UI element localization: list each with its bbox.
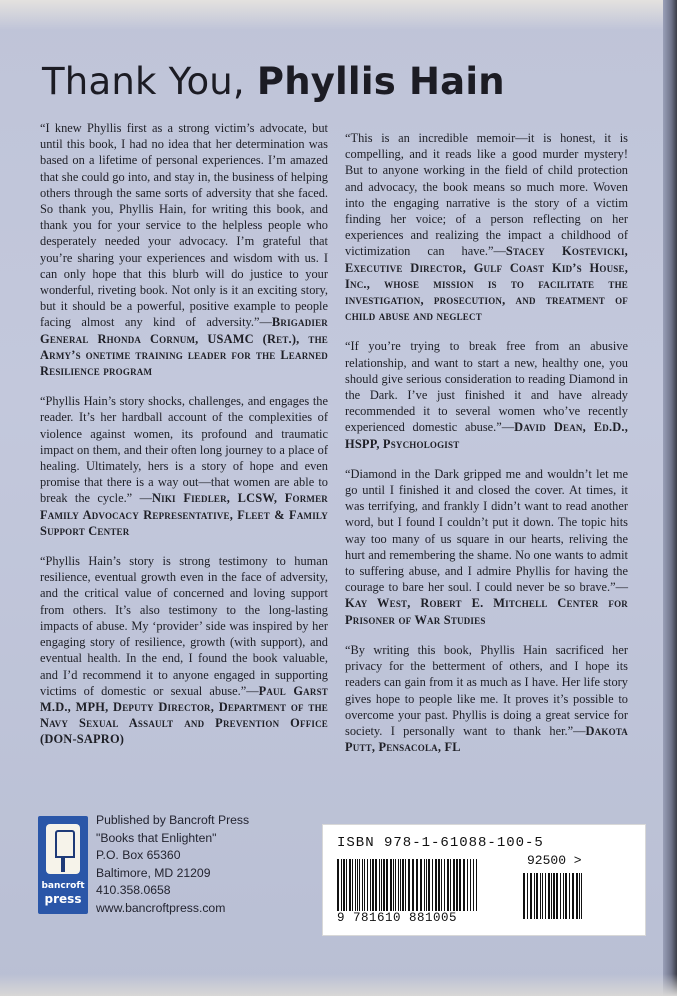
barcode-bar — [545, 873, 546, 919]
barcode-bar — [565, 873, 567, 919]
quote-text: “Phyllis Hain’s story shocks, challenges, and engages the reader. It’s her hardball account of the complexities of violence against women, its profound and traumatic impact on them, and their often long journey to a place of healing. Ultimately, hers is a story of hope and even promise that there is a way out—that women are able to break the cycle.” — — [40, 394, 328, 506]
barcode-bar — [572, 873, 574, 919]
barcode-bar — [375, 859, 377, 917]
barcode-bar — [383, 859, 385, 917]
quote-text: “If you’re trying to break free from an abusive relationship, and want to start a new, healthy one, you should give serious consideration to reading Diamond in the Dark. I’ve just finished it and have already recommended it to several women who’ve recently experienced domestic abuse.”— — [345, 339, 628, 435]
quote-attribution: Niki Fiedler, LCSW, Former Family Advocacy Representative, Fleet & Family Support Center — [40, 491, 328, 538]
barcode-bar — [428, 859, 430, 917]
blurb-quote — [40, 120, 328, 379]
price-code: 92500 > — [527, 853, 582, 868]
barcode-bar — [343, 859, 345, 917]
barcode-bar — [470, 859, 471, 917]
barcode-bar — [412, 859, 414, 917]
barcode-bar — [569, 873, 570, 919]
barcode-bar — [551, 873, 552, 919]
barcode-bar — [553, 873, 555, 919]
blurb-quote — [345, 130, 628, 324]
title-name: Phyllis Hain — [256, 60, 505, 103]
barcode-bar — [548, 873, 550, 919]
quote-text: “By writing this book, Phyllis Hain sacrificed her privacy for the betterment of others, and I hope its readers can gain from it as much as I have. Her life story gives hope to people like me. It proves it’s possible to overcome your past. Phyllis is doing a great service for society. I personally want to thank her.”— — [345, 642, 628, 738]
spine-edge — [663, 0, 677, 996]
barcode-bar — [456, 859, 458, 917]
quote-attribution: David Dean, Ed.D., HSPP, Psychologist — [345, 420, 628, 451]
publisher-block — [38, 812, 298, 922]
barcode-bar — [357, 859, 358, 917]
cover-title — [42, 60, 505, 103]
blurb-quote — [40, 393, 328, 539]
barcode-digits: 9 781610 881005 — [337, 911, 507, 925]
quote-attribution: Paul Garst M.D., MPH, Deputy Director, Department of the Navy Sexual Assault and Prevention Office (DON-SAPRO) — [40, 683, 328, 747]
barcode-bar — [527, 873, 528, 919]
publisher-line: 410.358.0658 — [96, 883, 171, 898]
quote-attribution: Dakota Putt, Pensacola, FL — [345, 723, 628, 755]
lamp-icon — [46, 824, 80, 874]
bottom-edge — [0, 974, 677, 996]
left-quotes-column — [40, 120, 328, 762]
barcode-bar — [390, 859, 392, 917]
barcode-bar — [349, 859, 351, 917]
barcode-bar — [372, 859, 374, 917]
barcode-bar — [450, 859, 451, 917]
publisher-line: Published by Bancroft Press — [96, 813, 250, 827]
quote-text: “Phyllis Hain’s story is strong testimony to human resilience, eventual growth even in the face of adversity, and the critical value of concerned and loving support from others. It’s also testimony to the long-lasting impacts of abuse. My ‘provider’ side was inspired by her engaging story of resilience, growth (with support), and eventual health. In the end, I found the book valuable, and I’d recommend it to anyone engaged in supporting victims of domestic or sexual abuse.”— — [40, 554, 328, 698]
barcode-bar — [398, 859, 399, 917]
barcode-bar — [408, 859, 410, 917]
barcode-bar — [381, 859, 382, 917]
barcode-bar — [416, 859, 418, 917]
barcode-bar — [400, 859, 401, 917]
barcode-bar — [459, 859, 461, 917]
barcode-bar — [362, 859, 363, 917]
barcode-bar — [420, 859, 422, 917]
quote-text: “This is an incredible memoir—it is honest, it is compelling, and it reads like a good murder mystery! But to anyone working in the field of child protection and advocacy, the book means so much more. Woven into the engaging narrative is the story of a victim finding her voice; of a person reflecting on her experiences and realizing the impact a childhood of victimization can have.”— — [345, 131, 628, 259]
quote-text: “I knew Phyllis first as a strong victim’s advocate, but until this book, I had no idea that her determination was based on a lifetime of personal experiences. I’m amazed that she could go into, and stay in, the business of helping others through the same sorts of adversity that she faced. So thank you, Phyllis Hain, for writing this book, and thank you for your service to the helpless people who desperately needed your advocacy. I’m grateful that you’re sharing your experiences and wisdom with us. I can only hope that this blurb will do justice to your wonderful, riveting book. Not only is it an exciting story, but it should be a powerful, positive example to people facing almost any kind of adversity.”— — [40, 121, 328, 330]
publisher-url: www.bancroftpress.com — [96, 900, 226, 915]
barcode-bar — [467, 859, 468, 917]
blurb-quote — [345, 466, 628, 628]
barcode-bar — [556, 873, 558, 919]
barcode-bar — [393, 859, 394, 917]
barcode-bar — [447, 859, 449, 917]
blurb-quote — [345, 338, 628, 451]
barcode-bar — [523, 873, 525, 919]
quote-attribution: Stacey Kostevicki, Executive Director, Gulf Coast Kid’s House, Inc., whose mission is to facilitate the investigation, prosecution, and treatment of child abuse and neglect — [345, 244, 628, 324]
bancroft-press-logo — [38, 816, 88, 914]
title-thanks: Thank You, — [42, 60, 245, 103]
logo-wordmark — [38, 880, 88, 906]
barcode-bar — [563, 873, 564, 919]
barcode-bar — [355, 859, 356, 917]
quote-attribution: Kay West, Robert E. Mitchell Center for Prisoner of War Studies — [345, 596, 628, 627]
barcode-bar — [579, 873, 580, 919]
logo-line-press: press — [44, 892, 82, 906]
blurb-quote — [40, 553, 328, 747]
isbn-barcode-box — [322, 824, 646, 936]
barcode-bar — [379, 859, 380, 917]
barcode-bar — [386, 859, 388, 917]
publisher-line: Baltimore, MD 21209 — [96, 865, 211, 880]
barcode-bar — [370, 859, 371, 917]
barcode-bar — [536, 873, 538, 919]
barcode-bar — [453, 859, 455, 917]
barcode-bar — [367, 859, 368, 917]
barcode-bar — [424, 859, 425, 917]
barcode-bar — [576, 873, 578, 919]
barcode-bar — [395, 859, 396, 917]
barcode-bar — [352, 859, 353, 917]
publisher-info — [96, 812, 249, 918]
barcode-bar — [444, 859, 445, 917]
price-barcode-bars — [523, 873, 593, 919]
barcode-bar — [435, 859, 437, 917]
right-quotes-column — [345, 130, 628, 769]
barcode-bar — [540, 873, 541, 919]
isbn-label: ISBN 978-1-61088-100-5 — [337, 835, 544, 851]
barcode-bar — [438, 859, 440, 917]
barcode-bar — [426, 859, 427, 917]
logo-line-bancroft: bancroft — [41, 881, 85, 891]
barcode-bar — [542, 873, 543, 919]
publisher-line: "Books that Enlighten" — [96, 830, 217, 845]
quote-text: “Diamond in the Dark gripped me and wouldn’t let me go until I finished it and closed the cover. At times, it was terrifying, and frankly I didn’t want to read another word, but I found I couldn’t put it down. The topic hits way too many of us square in our hearts, reliving the hurt and remembering the shame. No one wants to admit to suffering abuse, and I admire Phyllis for having the courage to bare her soul. I could never be so brave.”— — [345, 466, 628, 595]
barcode-bar — [463, 859, 465, 917]
quote-attribution: Brigadier General Rhonda Cornum, USAMC (Ret.), the Army’s onetime training leader for the Learned Resilience program — [40, 315, 328, 379]
blurb-quote — [345, 642, 628, 755]
barcode-bar — [359, 859, 360, 917]
publisher-line: P.O. Box 65360 — [96, 848, 181, 863]
barcode-bar — [530, 873, 532, 919]
barcode-bar — [364, 859, 365, 917]
barcode-bar — [534, 873, 535, 919]
top-edge-shadow — [0, 0, 677, 30]
barcode-bar — [560, 873, 561, 919]
barcode-bar — [432, 859, 433, 917]
barcode-bar — [581, 873, 582, 919]
barcode-bar — [346, 859, 347, 917]
barcode-bar — [441, 859, 442, 917]
